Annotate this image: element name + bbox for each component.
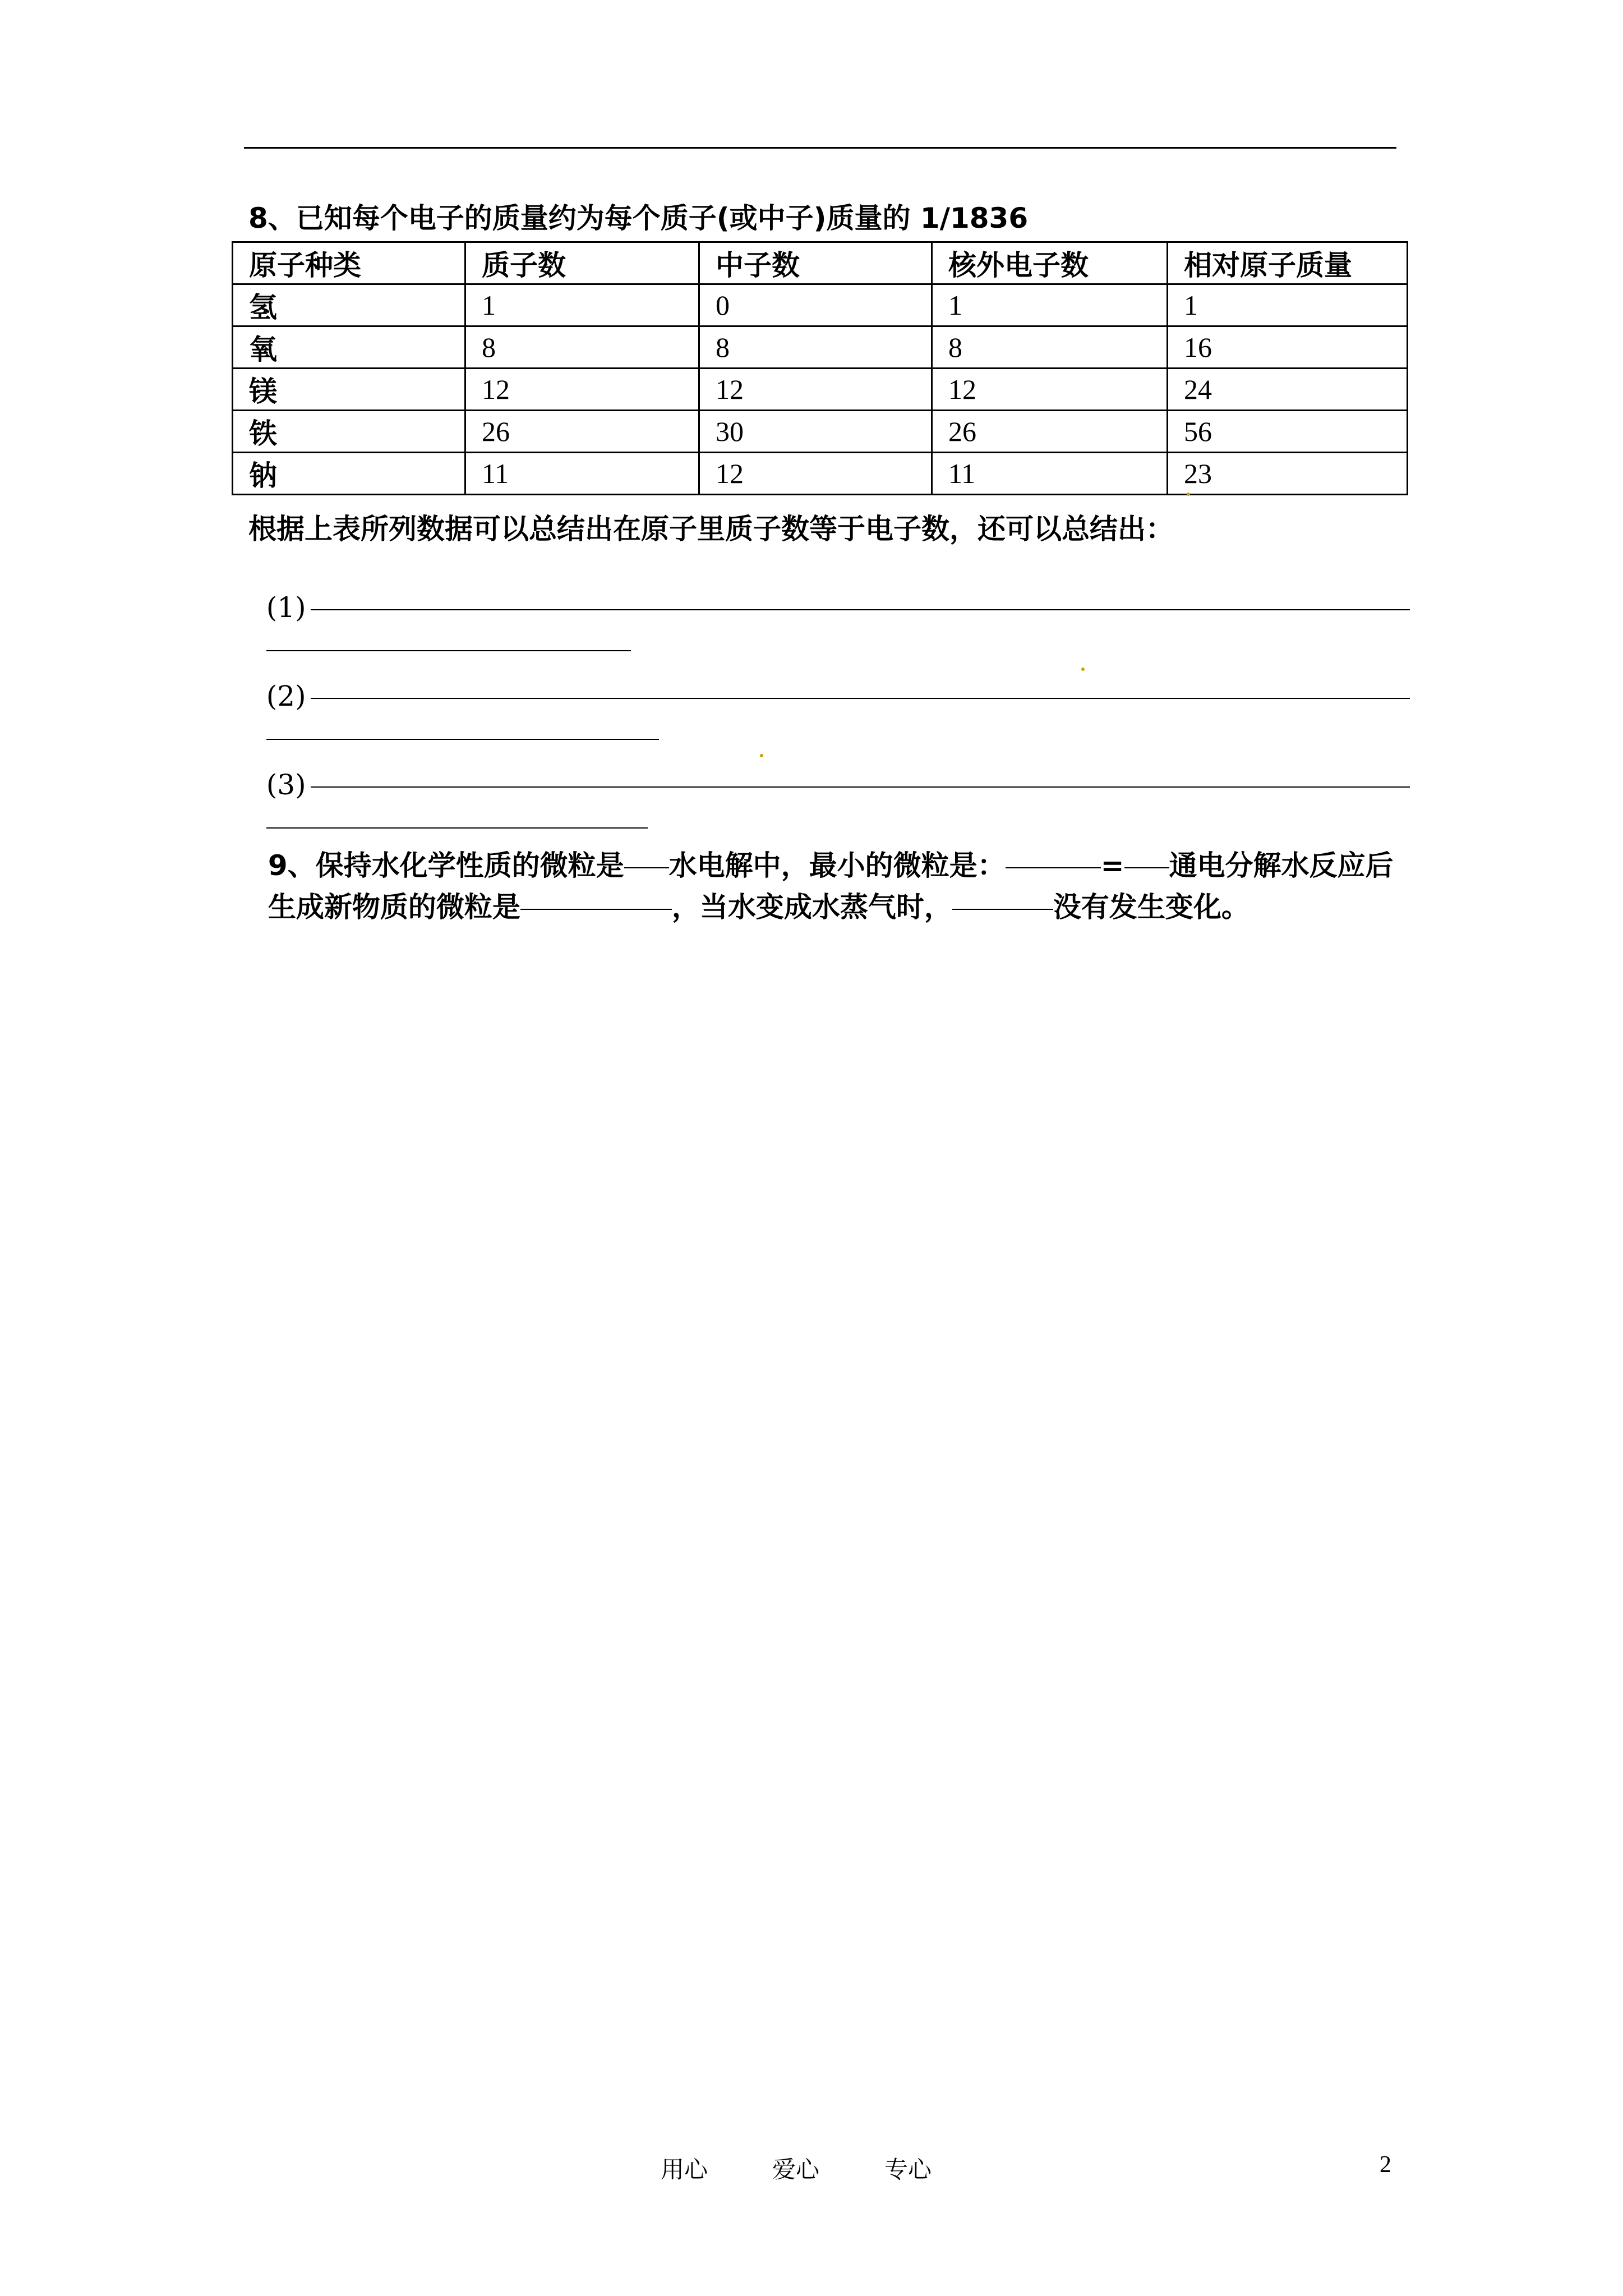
table-row [233,369,1408,411]
blank-dash [952,909,1053,910]
table-cell: 23 [1168,453,1408,495]
blank-dash [520,909,672,910]
table-cell: 0 [699,284,932,326]
q9-text: 生成新物质的微粒是 [268,891,520,923]
table-cell: 24 [1168,369,1408,411]
header-rule [244,147,1396,149]
table-cell: 钠 [233,453,465,495]
table-cell: 11 [465,453,699,495]
table-header-cell: 核外电子数 [932,242,1168,284]
item-number: (2) [266,680,306,712]
q9-text: 水电解中，最小的微粒是： [668,849,1006,882]
q9-text: 没有发生变化。 [1053,891,1249,923]
q9-text: 通电分解水反应后 [1169,849,1394,882]
table-cell: 56 [1168,411,1408,453]
table-cell: 镁 [233,369,465,411]
item-number: (1) [266,591,306,624]
table-cell: 氢 [233,284,465,326]
table-cell: 1 [465,284,699,326]
table-cell: 16 [1168,326,1408,369]
table-header-cell: 质子数 [465,242,699,284]
scan-mark [1187,493,1190,496]
table-cell: 1 [1168,284,1408,326]
question-9-line-2 [248,855,1249,924]
table-cell: 氧 [233,326,465,369]
table-cell: 8 [699,326,932,369]
q9-text: ，当水变成水蒸气时， [671,891,952,923]
table-cell: 26 [932,411,1168,453]
scan-mark [760,754,763,757]
table-header-cell: 相对原子质量 [1168,242,1408,284]
table-row [233,453,1408,495]
table-row [233,411,1408,453]
table-cell: 12 [932,369,1168,411]
item-number: (3) [266,769,306,801]
footer-motto-2: 爱心 [772,2156,820,2183]
q9-text: 9、保持水化学性质的微粒是 [268,849,624,882]
table-cell: 8 [932,326,1168,369]
table-cell: 12 [465,369,699,411]
scan-mark [1081,668,1085,671]
table-cell: 8 [465,326,699,369]
table-header-row [233,242,1408,284]
table-header-cell: 原子种类 [233,242,465,284]
table-cell: 12 [699,369,932,411]
atom-data-table [232,241,1408,495]
table-cell: 铁 [233,411,465,453]
table-cell: 12 [699,453,932,495]
q9-text: = [1100,849,1124,882]
table-cell: 1 [932,284,1168,326]
footer-motto-3: 专心 [884,2156,932,2183]
question-8-heading: 8、已知每个电子的质量约为每个质子(或中子)质量的 1/1836 [248,202,1029,234]
footer-motto-1: 用心 [661,2156,708,2183]
table-summary: 根据上表所列数据可以总结出在原子里质子数等于电子数，还可以总结出： [248,513,1174,545]
table-cell: 30 [699,411,932,453]
table-cell: 26 [465,411,699,453]
table-cell: 11 [932,453,1168,495]
page-number: 2 [1380,2152,1391,2178]
table-header-cell: 中子数 [699,242,932,284]
table-row [233,326,1408,369]
table-row [233,284,1408,326]
